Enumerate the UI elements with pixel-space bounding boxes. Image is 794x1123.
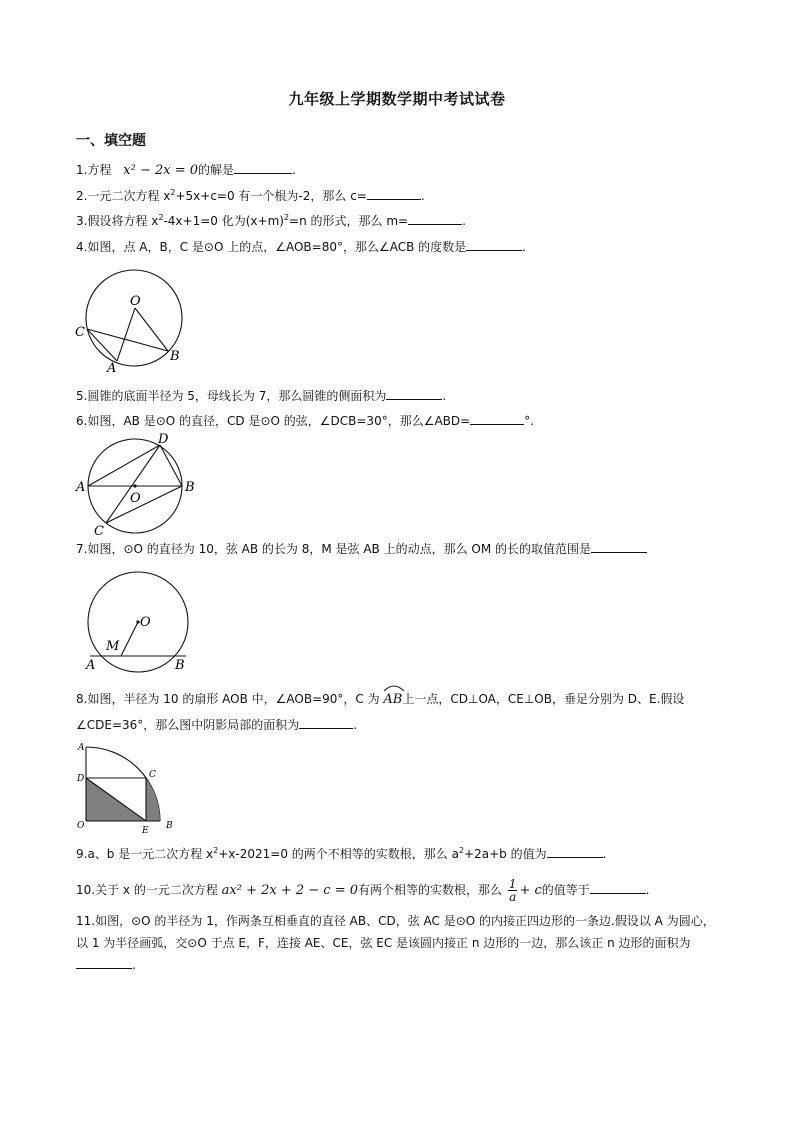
label-O: O [140,615,151,630]
question-10-equation: ax² + 2x + 2 − c = 0 [221,883,358,898]
question-10-text-a: 10.关于 x 的一元二次方程 [76,883,222,897]
label-D: D [158,432,169,447]
question-10: 10.关于 x 的一元二次方程 ax² + 2x + 2 − c = 0有两个相等的实数根，那么 $\frac{1}{a}$ + c的值等于 . [76,877,650,904]
figure-8-sector-diagram [74,740,184,834]
question-9-text-c: +2a+b 的值为 [464,847,547,861]
question-8-text-c: ∠CDE=36°，那么图中阴影局部的面积为 [76,718,300,732]
label-A: A [107,361,117,376]
label-A: A [86,658,96,673]
question-1-equation: x² − 2x = 0 [123,163,199,178]
question-8-text-a: 8.如图，半径为 10 的扇形 AOB 中，∠AOB=90°，C 为 [76,692,384,706]
label-O: O [130,491,141,506]
question-1: 1.方程 x² − 2x = 0的解是 . [76,163,296,178]
fraction [508,878,518,903]
question-11-text: 11.如图，⊙O 的半径为 1，作两条互相垂直的直径 AB、CD，弦 AC 是⊙O 的内接正四边形的一条边.假设以 A 为圆心，以 1 为半径画弧，交⊙O 于点 E，F，连接 AE、CE，弦 EC 是该圆内接正 n 边形的一边，那么该正 n 边形的面积为 [76,914,715,950]
answer-blank-6[interactable] [470,412,524,425]
question-5: 5.圆锥的底面半径为 5，母线长为 7，那么圆锥的侧面积为 . [76,389,447,403]
answer-blank-3[interactable] [408,212,462,225]
figure-6-circle-diagram [72,432,202,538]
superscript: 2 [158,213,164,222]
arc-symbol [383,690,402,709]
question-3-text-c: =n 的形式，那么 m= [289,214,409,228]
figure-7-circle-diagram [76,570,200,676]
question-8-line-2: ∠CDE=36°，那么图中阴影局部的面积为 . [76,718,358,732]
label-B: B [175,658,185,673]
answer-blank-10[interactable] [590,881,646,894]
answer-blank-7[interactable] [591,540,647,553]
question-1-number: 1.方程 [76,163,112,177]
question-6-degree: °. [524,414,535,428]
label-D: D [77,774,85,784]
superscript: 2 [170,188,176,197]
section-heading: 一、填空题 [76,133,146,149]
label-E: E [142,826,149,834]
question-8 [76,690,684,709]
question-9-text-b: +x-2021=0 的两个不相等的实数根，那么 a [218,847,459,861]
answer-blank-2[interactable] [367,187,421,200]
question-2-text-b: +5x+c=0 有一个根为-2，那么 c= [175,189,367,203]
answer-blank-11[interactable] [76,956,132,969]
question-6 [76,412,534,430]
arc-label: AB [383,692,403,707]
label-B: B [170,349,180,364]
label-C: C [94,524,104,538]
superscript: 2 [213,846,219,855]
answer-blank-1[interactable] [234,161,292,174]
exam-title: 九年级上学期数学期中考试试卷 [288,90,506,108]
label-O: O [77,821,85,831]
label-O: O [130,294,141,309]
answer-blank-8[interactable] [299,716,353,729]
plus-c: + c [519,883,542,898]
question-10-text-c: 的值等于 [541,883,590,897]
question-4: 4.如图，点 A，B，C 是⊙O 上的点，∠AOB=80°，那么∠ACB 的度数是 . [76,240,526,254]
question-3-text-a: 3.假设将方程 x [76,214,159,228]
answer-blank-5[interactable] [386,387,442,400]
question-7 [76,540,647,558]
fraction-denominator: a [509,890,517,904]
label-C: C [149,770,156,780]
question-4-text: 4.如图，点 A，B，C 是⊙O 上的点，∠AOB=80°，那么∠ACB 的度数是 [76,240,467,254]
figure-4-circle-diagram [70,266,200,378]
question-5-text: 5.圆锥的底面半径为 5，母线长为 7，那么圆锥的侧面积为 [76,389,387,403]
label-A: A [76,480,86,495]
superscript: 2 [283,213,290,222]
fraction-numerator: 1 [508,877,517,891]
question-1-tail: 的解是 [198,163,235,177]
question-6-text: 6.如图，AB 是⊙O 的直径，CD 是⊙O 的弦，∠DCB=30°，那么∠ABD= [76,414,471,428]
question-11: 11.如图，⊙O 的半径为 1，作两条互相垂直的直径 AB、CD，弦 AC 是⊙O 的内接正四边形的一条边.假设以 A 为圆心，以 1 为半径画弧，交⊙O 于点 E，F，连接 AE、CE，弦 EC 是该圆内接正 n 边形的一边，那么该正 n 边形的面积为. [76,914,715,972]
question-2: 2.一元二次方程 $x^2+5x+c=0$ 有一个根为-2，那么 c= . [76,188,425,203]
question-2-text-a: 2.一元二次方程 x [76,189,171,203]
question-3-text-b: -4x+1=0 化为(x+m) [163,214,284,228]
label-A: A [78,743,85,753]
superscript: 2 [458,846,465,855]
label-M: M [106,639,120,654]
question-7-text: 7.如图，⊙O 的直径为 10，弦 AB 的长为 8，M 是弦 AB 上的动点，那么 OM 的长的取值范围是 [76,542,592,556]
question-3: 3.假设将方程 $x^2-4x+1=0$ 化为$(x+m)^2=n$ 的形式，那么 m= . [76,213,466,228]
question-9-text-a: 9.a、b 是一元二次方程 x [76,847,214,861]
label-C: C [75,325,85,340]
answer-blank-9[interactable] [547,845,603,858]
label-B: B [185,480,195,495]
answer-blank-4[interactable] [466,238,522,251]
label-B: B [166,821,173,831]
question-10-text-b: 有两个相等的实数根，那么 [358,883,506,897]
question-8-text-b: 上一点，CD⊥OA，CE⊥OB，垂足分别为 D、E.假设 [402,692,685,706]
question-9: 9.a、b 是一元二次方程 $x^2+x-2021=0$ 的两个不相等的实数根，那么 $a^2+2a+b$ 的值为 . [76,846,607,861]
